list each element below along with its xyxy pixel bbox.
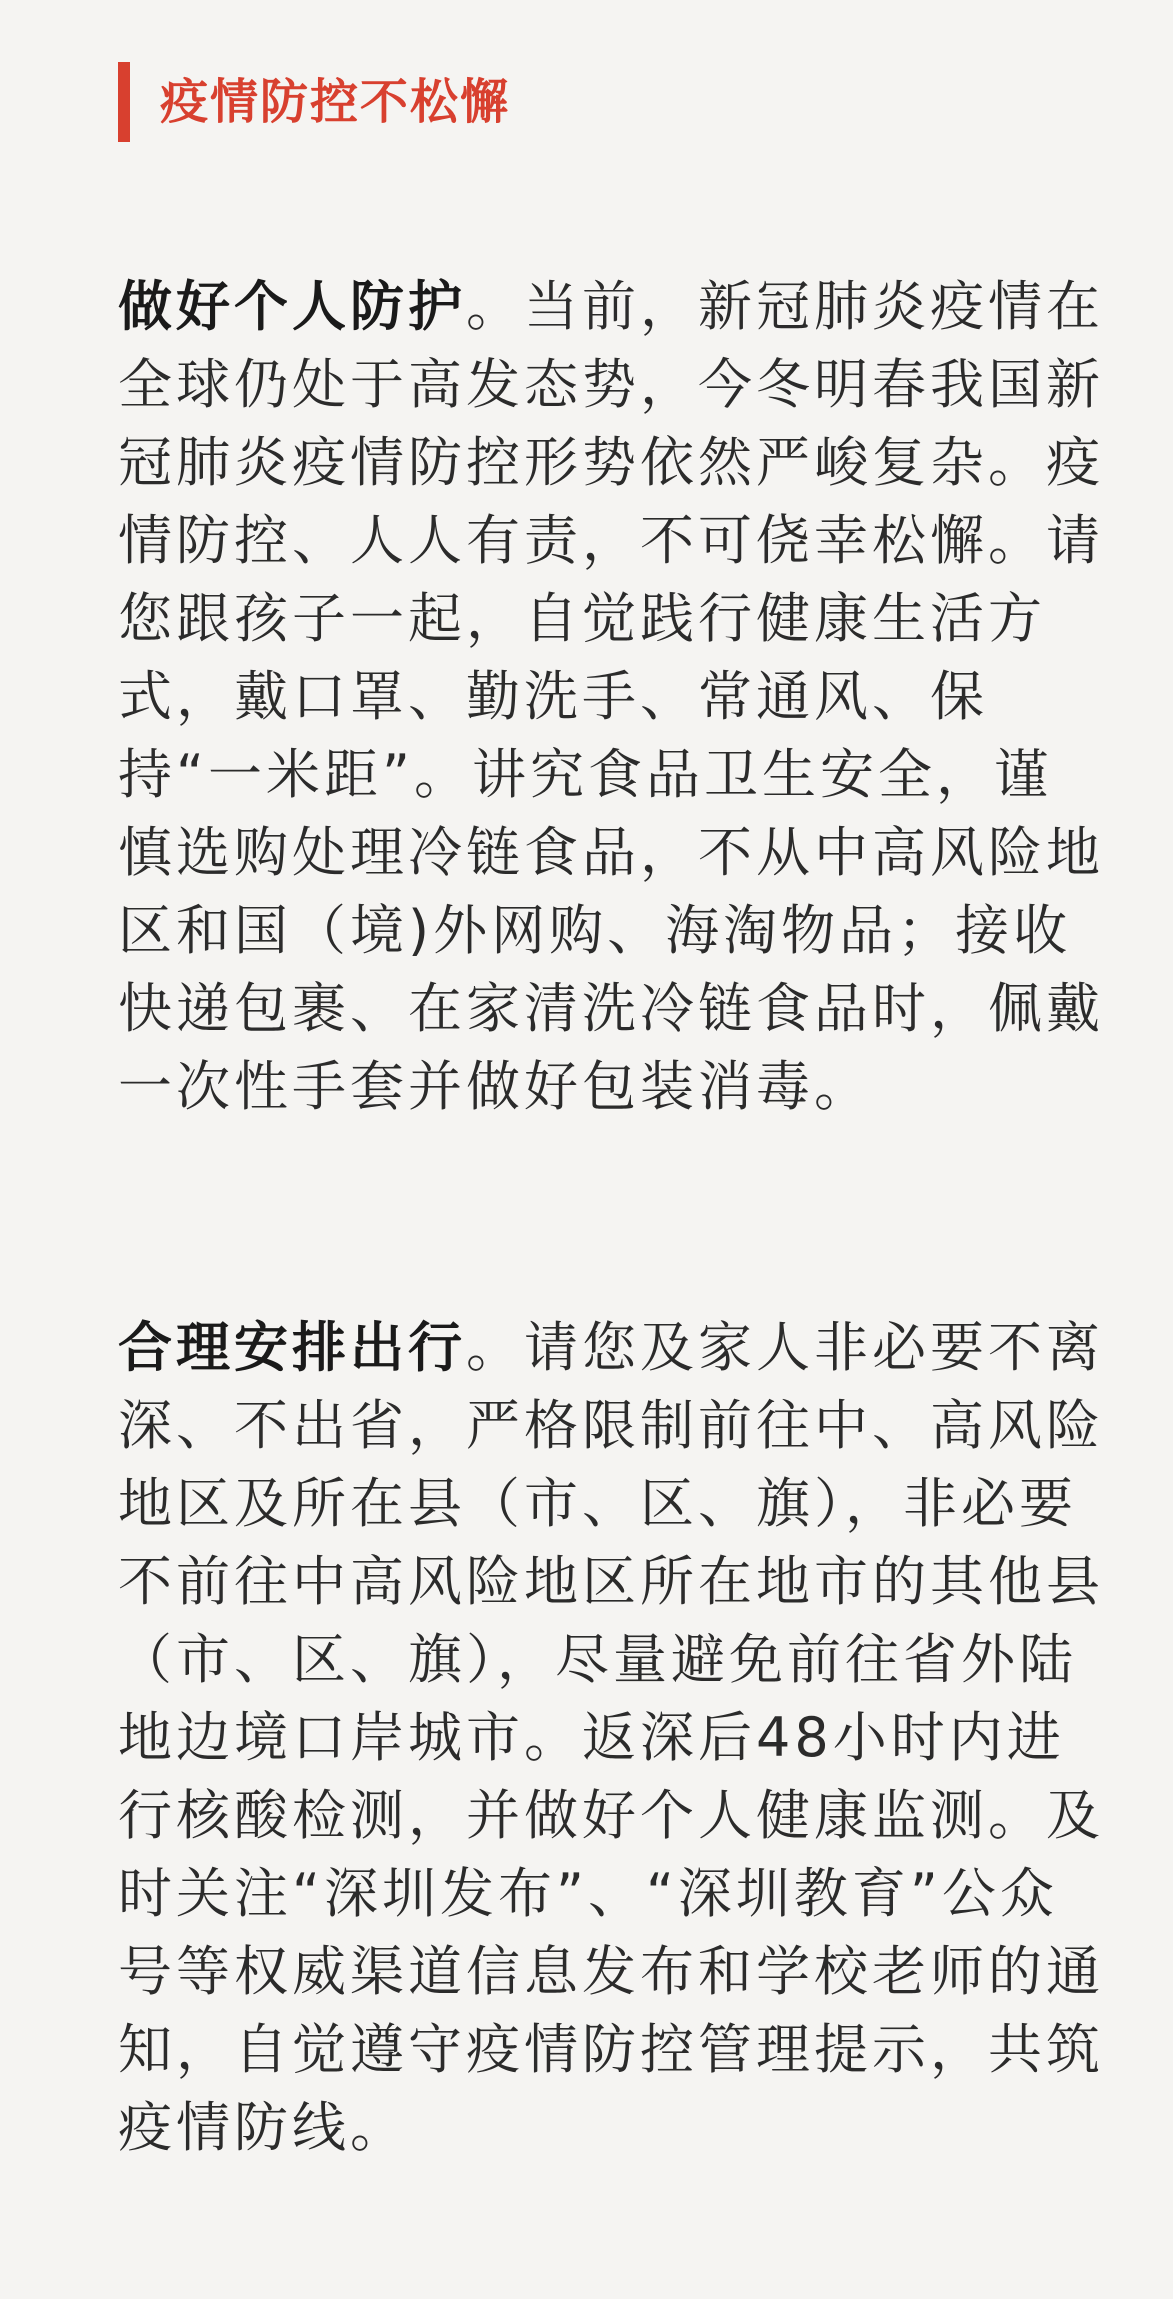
section-header: [118, 62, 510, 142]
paragraph-personal-protection: [118, 268, 1108, 1126]
paragraph-lead: 合理安排出行: [118, 1316, 466, 1379]
title-accent-bar: [118, 62, 130, 142]
paragraph-body: 。请您及家人非必要不离深、不出省，严格限制前往中、高风险地区及所在县（市、区、旗），非必要不前往中高风险地区所在地市的其他县（市、区、旗），尽量避免前往省外陆地边境口岸城市。返深后48小时内进行核酸检测，并做好个人健康监测。及时关注“深圳发布”、“深圳教育”公众号等权威渠道信息发布和学校老师的通知，自觉遵守疫情防控管理提示，共筑疫情防线。: [118, 1316, 1104, 2159]
paragraph-body: 。当前，新冠肺炎疫情在全球仍处于高发态势，今冬明春我国新冠肺炎疫情防控形势依然严峻复杂。疫情防控、人人有责，不可侥幸松懈。请您跟孩子一起，自觉践行健康生活方式，戴口罩、勤洗手、常通风、保持“一米距”。讲究食品卫生安全，谨慎选购处理冷链食品，不从中高风险地区和国（境)外网购、海淘物品；接收快递包裹、在家清洗冷链食品时，佩戴一次性手套并做好包装消毒。: [118, 275, 1104, 1118]
paragraph-lead: 做好个人防护: [118, 275, 466, 338]
paragraph-travel-arrangement: [118, 1309, 1108, 2167]
section-title: 疫情防控不松懈: [160, 74, 511, 130]
